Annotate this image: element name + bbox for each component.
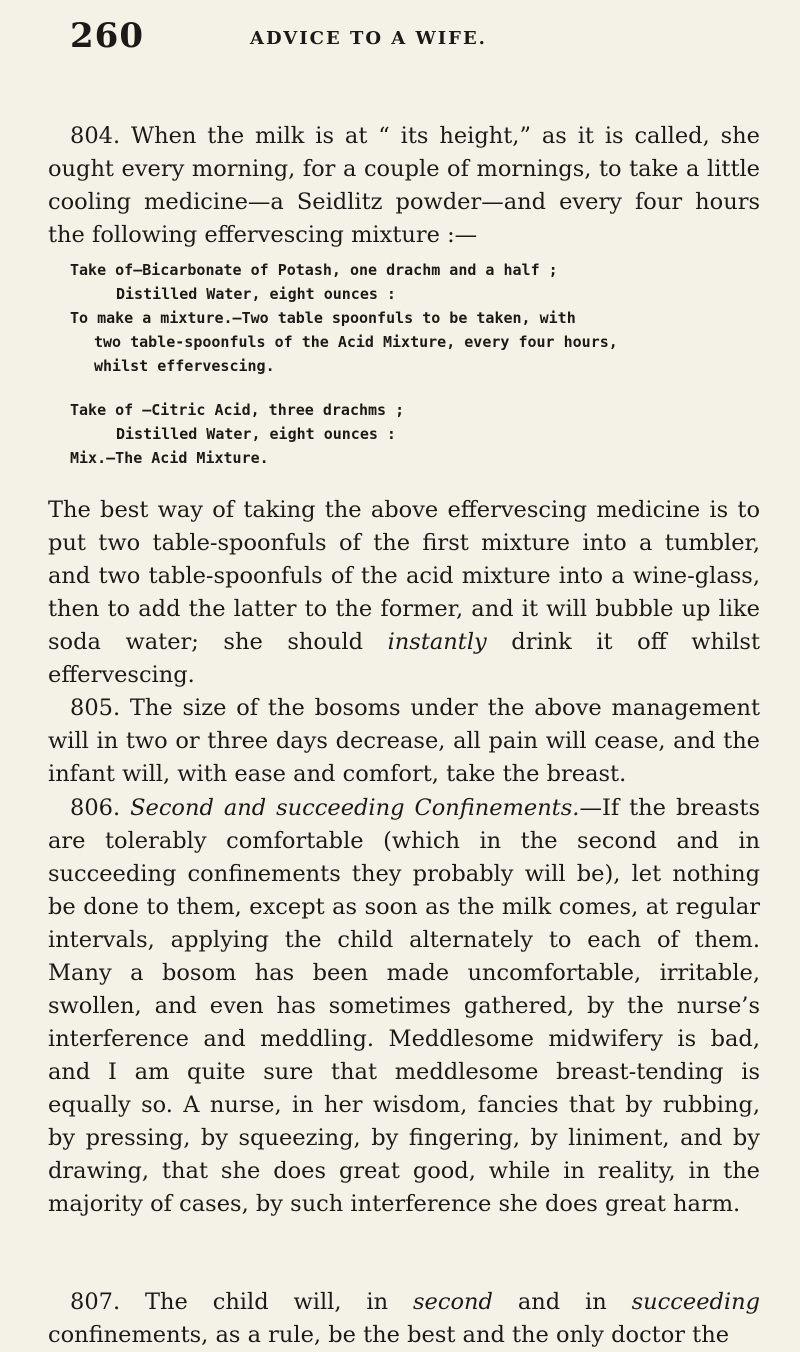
emphasis-instantly: instantly: [387, 629, 487, 655]
page-number: 260: [70, 16, 144, 56]
paragraph-text: confinements, as a rule, be the best and the only doctor the: [48, 1322, 730, 1348]
section-heading: Second and succeeding Confinements.: [130, 795, 580, 821]
recipe-line: Distilled Water, eight ounces :: [116, 285, 396, 303]
recipe-line: two table-spoonfuls of the Acid Mixture, every four hours,: [94, 333, 618, 351]
paragraph-804: 804. When the milk is at “ its height,” as it is called, she ought every morning, for a couple of mornings, to take a little cooling medicine—a Seidlitz powder—and every four hours the following effervescing mixture :—: [48, 123, 760, 248]
recipe-line: Take of—Bicarbonate of Potash, one drachm and a half ;: [70, 261, 558, 279]
recipe-line: Distilled Water, eight ounces :: [116, 425, 396, 443]
paragraph-text: and in: [492, 1289, 632, 1315]
recipe-potash: [70, 258, 742, 378]
paragraph-number: 806.: [70, 795, 121, 821]
emphasis-succeeding: succeeding: [631, 1289, 761, 1315]
recipe-line: Mix.—The Acid Mixture.: [70, 449, 269, 467]
paragraph-text: —If the breasts are tolerably comfortable (which in the second and in succeeding confinements they probably will be), let nothing be done to them, except as soon as the milk comes, at regular intervals, applying the child alternately to each of them. Many a bosom has been made uncomfortable, irritable, swollen, and even has sometimes gathered, by the nurse’s interference and meddling. Meddlesome midwifery is bad, and I am quite sure that meddlesome breast-tending is equally so. A nurse, in her wisdom, fancies that by rubbing, by pressing, by squeezing, by fingering, by liniment, and by drawing, that she does great good, while in reality, in the majority of cases, by such interference she does great harm.: [48, 795, 760, 1217]
emphasis-second: second: [413, 1289, 493, 1315]
paragraph-807: [48, 1286, 760, 1352]
recipe-line: whilst effervescing.: [94, 357, 275, 375]
paragraph-text: The best way of taking the above effervescing medicine is to put two table-spoonfuls of the first mixture into a tumbler, and two table-spoonfuls of the acid mixture into a wine-glass, then to add the latter to the former, and it will bubble up like soda water; she should: [48, 497, 760, 655]
paragraph-best-way: [48, 494, 760, 692]
recipe-acid: [70, 398, 742, 470]
page-header: [0, 16, 800, 76]
paragraph-805: 805. The size of the bosoms under the above management will in two or three days decrease, all pain will cease, and the infant will, with ease and comfort, take the breast.: [48, 695, 760, 787]
paragraph-text: drink it off whilst effervescing.: [48, 629, 760, 688]
paragraph-806: [48, 792, 760, 1221]
recipe-line: Take of —Citric Acid, three drachms ;: [70, 401, 405, 419]
running-title: ADVICE TO A WIFE.: [250, 28, 487, 49]
recipe-line: To make a mixture.—Two table spoonfuls to be taken, with: [70, 309, 576, 327]
paragraph-text: 807. The child will, in: [70, 1289, 414, 1315]
